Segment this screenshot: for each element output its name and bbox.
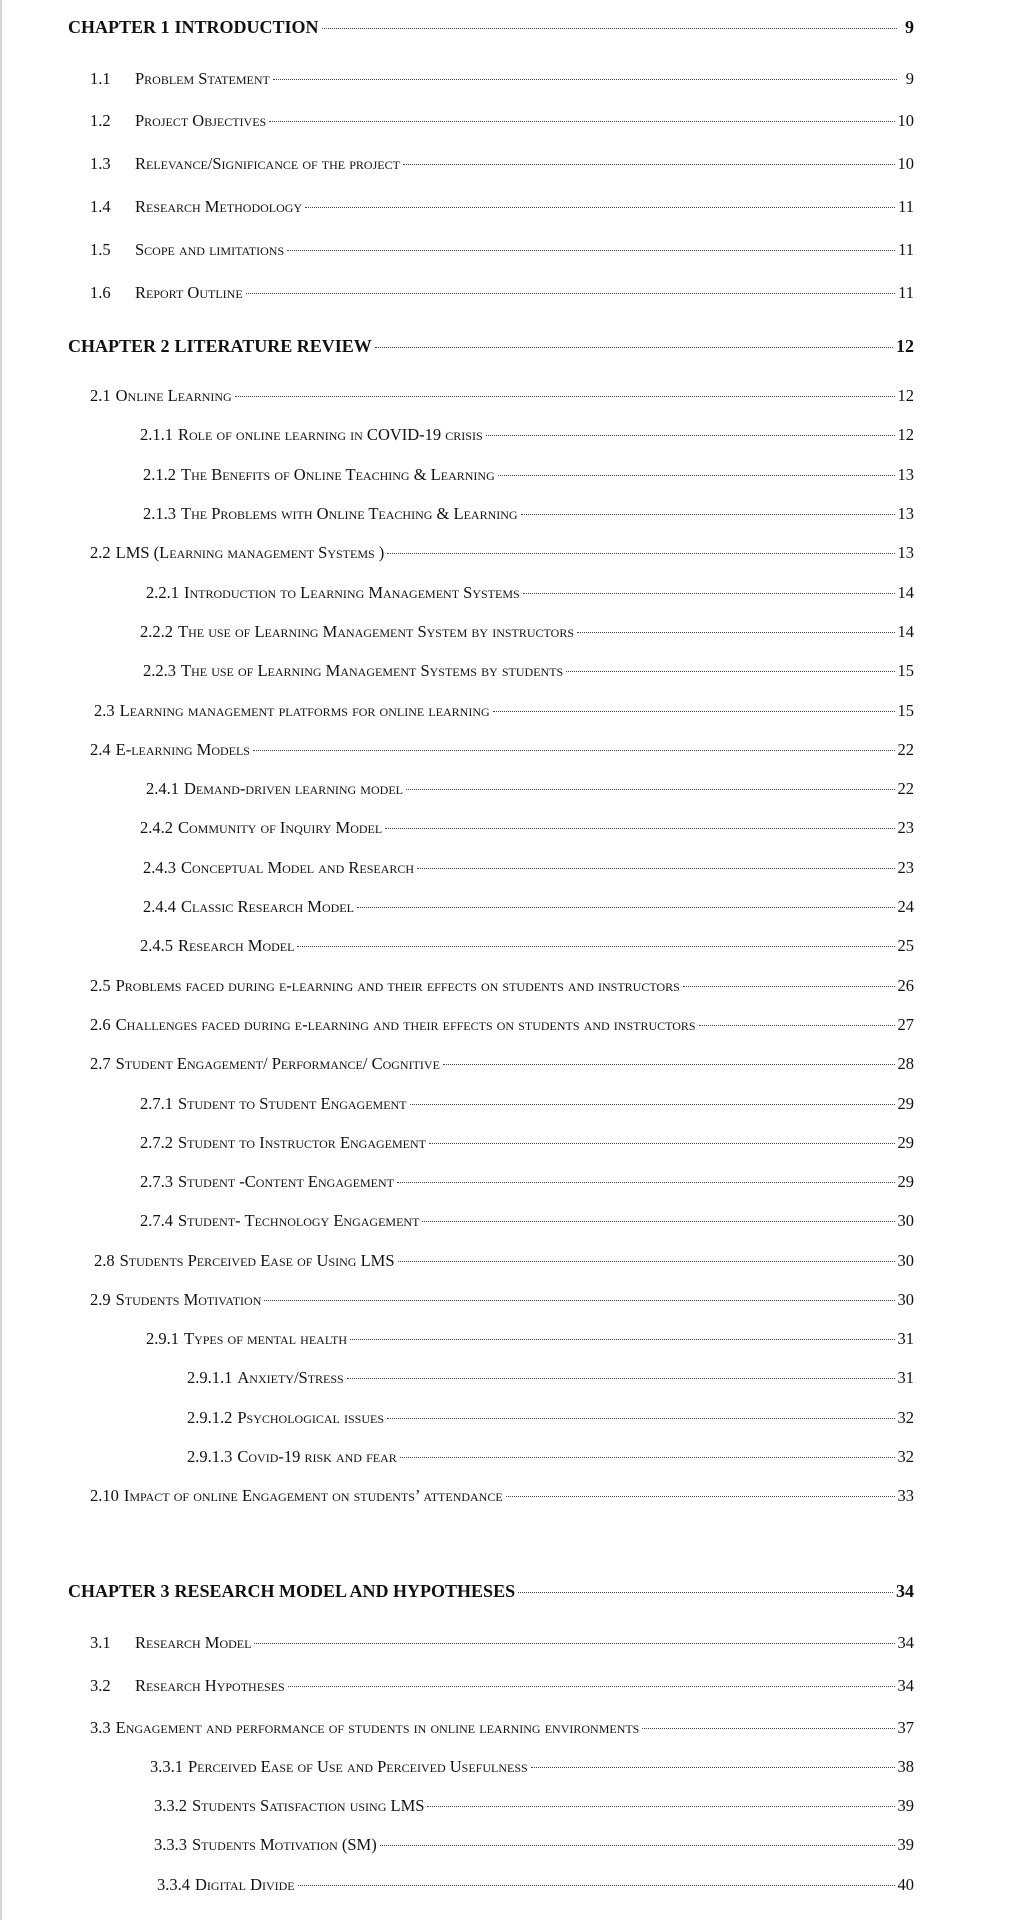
toc-entry-title: Relevance/Significance of the project: [135, 154, 400, 173]
toc-entry-title: Scope and limitations: [135, 240, 285, 259]
toc-entry-number: 2.2.3: [143, 661, 176, 680]
toc-page-number: 11: [898, 197, 914, 216]
toc-entry[interactable]: [154, 1832, 914, 1858]
toc-entry[interactable]: [90, 1673, 914, 1699]
toc-entry[interactable]: [157, 1872, 914, 1898]
toc-entry-title: Perceived Ease of Use and Perceived Usefulness: [188, 1757, 528, 1776]
dot-leader: [380, 1845, 895, 1846]
dot-leader: [375, 347, 893, 348]
dot-leader: [357, 907, 895, 908]
toc-page-number: 10: [897, 154, 914, 173]
toc-entry-number: 2.4.2: [140, 818, 173, 837]
dot-leader: [521, 514, 895, 515]
toc-entry[interactable]: [143, 894, 914, 920]
toc-entry-title: Role of online learning in COVID-19 crisis: [178, 425, 483, 444]
toc-entry[interactable]: [140, 933, 914, 959]
dot-leader: [577, 632, 894, 633]
toc-chapter-heading[interactable]: [68, 14, 914, 40]
dot-leader: [566, 671, 894, 672]
toc-entry[interactable]: [140, 619, 914, 645]
toc-entry-title: E-learning Models: [115, 740, 250, 759]
toc-entry-title: Students Motivation (SM): [192, 1835, 377, 1854]
toc-page-number: 34: [896, 1581, 914, 1601]
dot-leader: [493, 711, 895, 712]
dot-leader: [429, 1143, 894, 1144]
toc-page-number: 34: [897, 1633, 914, 1652]
toc-entry[interactable]: [90, 237, 914, 263]
toc-entry-number: 2.7.2: [140, 1133, 173, 1152]
dot-leader: [246, 293, 895, 294]
toc-entry-number: 2.2.2: [140, 622, 173, 641]
toc-entry-number: 2.2.1: [146, 583, 179, 602]
toc-entry[interactable]: [90, 194, 914, 220]
toc-entry-title: Psychological issues: [237, 1408, 385, 1427]
toc-entry-number: 2.1.2: [143, 465, 176, 484]
toc-chapter-heading[interactable]: [68, 333, 914, 359]
dot-leader: [531, 1767, 895, 1768]
dot-leader: [410, 1104, 895, 1105]
toc-entry-title: Students Motivation: [115, 1290, 262, 1309]
toc-entry-number: 2.4.5: [140, 936, 173, 955]
dot-leader: [518, 1592, 893, 1593]
toc-page-number: 25: [897, 936, 914, 955]
dot-leader: [305, 207, 895, 208]
toc-page-number: 12: [897, 425, 914, 444]
toc-entry-title: Engagement and performance of students in online learning environments: [115, 1718, 640, 1737]
toc-page-number: 32: [897, 1447, 914, 1466]
toc-page-number: 13: [897, 543, 914, 562]
toc-page-number: 29: [897, 1133, 914, 1152]
toc-entry-number: 2.2: [90, 543, 111, 562]
dot-leader: [397, 1182, 895, 1183]
toc-entry-number: 2.7.3: [140, 1172, 173, 1191]
dot-leader: [506, 1496, 895, 1497]
toc-entry-title: Students Satisfaction using LMS: [192, 1796, 425, 1815]
toc-entry[interactable]: [187, 1365, 914, 1391]
toc-entry-title: Introduction to Learning Management Systems: [184, 583, 520, 602]
toc-entry-number: 2.4.1: [146, 779, 179, 798]
toc-page-number: 23: [897, 818, 914, 837]
dot-leader: [347, 1378, 895, 1379]
toc-entry-number: 3.3.3: [154, 1835, 187, 1854]
toc-entry[interactable]: [146, 1326, 914, 1352]
toc-entry-title: Research Model: [135, 1633, 252, 1652]
toc-entry-number: 3.3.4: [157, 1875, 190, 1894]
toc-page-number: 38: [897, 1757, 914, 1776]
toc-entry[interactable]: [140, 1208, 914, 1234]
toc-page-number: 23: [897, 858, 914, 877]
dot-leader: [523, 593, 895, 594]
toc-page-number: 14: [897, 583, 914, 602]
toc-entry[interactable]: [90, 108, 914, 134]
toc-entry-number: 3.3.1: [150, 1757, 183, 1776]
toc-entry-title: Types of mental health: [184, 1329, 348, 1348]
toc-entry[interactable]: [146, 776, 914, 802]
toc-entry-title: INTRODUCTION: [174, 17, 319, 37]
toc-page-number: 13: [897, 465, 914, 484]
dot-leader: [297, 946, 894, 947]
toc-entry-number: 2.7.1: [140, 1094, 173, 1113]
toc-entry-number: 3.2: [90, 1676, 111, 1695]
toc-page-number: 15: [897, 701, 914, 720]
toc-entry-number: 1.4: [90, 197, 111, 216]
toc-entry[interactable]: [90, 66, 914, 92]
toc-entry[interactable]: [143, 462, 914, 488]
toc-page-number: 29: [897, 1094, 914, 1113]
toc-entry-number: 2.7: [90, 1054, 111, 1073]
dot-leader: [350, 1339, 894, 1340]
toc-entry-title: Project Objectives: [135, 111, 267, 130]
toc-entry-title: Research Hypotheses: [135, 1676, 285, 1695]
toc-page-number: 22: [897, 740, 914, 759]
toc-entry[interactable]: [143, 855, 914, 881]
toc-page-number: 9: [905, 17, 914, 37]
toc-entry[interactable]: [90, 1715, 914, 1741]
toc-page-number: 10: [897, 111, 914, 130]
dot-leader: [417, 868, 894, 869]
toc-entry-title: Anxiety/Stress: [237, 1368, 344, 1387]
toc-page-number: 30: [897, 1290, 914, 1309]
dot-leader: [400, 1457, 895, 1458]
toc-entry[interactable]: [143, 501, 914, 527]
dot-leader: [235, 396, 895, 397]
toc-entry-number: 2.7.4: [140, 1211, 173, 1230]
toc-entry[interactable]: [90, 540, 914, 566]
dot-leader: [642, 1728, 894, 1729]
toc-page-number: 39: [897, 1835, 914, 1854]
toc-entry-number: 1.3: [90, 154, 111, 173]
toc-entry-number: 3.3.2: [154, 1796, 187, 1815]
toc-entry-number: 3.3: [90, 1718, 111, 1737]
dot-leader: [264, 1300, 894, 1301]
toc-page-number: 32: [897, 1408, 914, 1427]
toc-entry-title: The use of Learning Management Systems by students: [181, 661, 564, 680]
dot-leader: [254, 1643, 894, 1644]
dot-leader: [699, 1025, 895, 1026]
toc-entry-title: Impact of online Engagement on students’ attendance: [123, 1486, 503, 1505]
toc-entry-number: 2.1.3: [143, 504, 176, 523]
toc-page-number: 12: [896, 336, 914, 356]
toc-entry-number: 1.6: [90, 283, 111, 302]
toc-page-number: 15: [897, 661, 914, 680]
toc-page-number: 22: [897, 779, 914, 798]
toc-page-number: 33: [897, 1486, 914, 1505]
toc-entry[interactable]: [140, 1130, 914, 1156]
toc-page-number: 9: [905, 69, 914, 88]
toc-entry-title: Research Model: [178, 936, 295, 955]
toc-entry-title: Conceptual Model and Research: [181, 858, 415, 877]
toc-entry[interactable]: [140, 422, 914, 448]
dot-leader: [269, 121, 894, 122]
dot-leader: [298, 1885, 895, 1886]
toc-page-number: 40: [897, 1875, 914, 1894]
toc-entry-title: Student to Instructor Engagement: [178, 1133, 427, 1152]
toc-entry-title: Student Engagement/ Performance/ Cognitive: [115, 1054, 440, 1073]
toc-entry[interactable]: [90, 383, 914, 409]
toc-page-number: 34: [897, 1676, 914, 1695]
toc-entry-title: Challenges faced during e-learning and their effects on students and instructors: [115, 1015, 696, 1034]
toc-entry[interactable]: [143, 658, 914, 684]
toc-page-number: 31: [897, 1329, 914, 1348]
toc-page-number: 29: [897, 1172, 914, 1191]
toc-entry-title: The Problems with Online Teaching & Learning: [181, 504, 518, 523]
toc-entry-number: 1.5: [90, 240, 111, 259]
toc-entry-title: Learning management platforms for online learning: [119, 701, 490, 720]
toc-entry-number: 1.2: [90, 111, 111, 130]
toc-entry-number: 3.1: [90, 1633, 111, 1652]
toc-page-number: 37: [897, 1718, 914, 1737]
toc-page-number: 24: [897, 897, 914, 916]
toc-page-number: 12: [897, 386, 914, 405]
toc-page-number: 11: [898, 283, 914, 302]
toc-entry-number: 2.4: [90, 740, 111, 759]
toc-entry-title: Students Perceived Ease of Using LMS: [119, 1251, 395, 1270]
toc-entry-number: 2.3: [94, 701, 115, 720]
toc-entry-number: 2.9.1.2: [187, 1408, 233, 1427]
toc-entry-title: Problems faced during e-learning and their effects on students and instructors: [115, 976, 680, 995]
toc-entry[interactable]: [140, 1091, 914, 1117]
toc-page-number: 39: [897, 1796, 914, 1815]
toc-entry-number: 1.1: [90, 69, 111, 88]
toc-entry-number: 2.4.3: [143, 858, 176, 877]
toc-entry-title: The use of Learning Management System by instructors: [178, 622, 575, 641]
dot-leader: [287, 250, 895, 251]
toc-entry[interactable]: [90, 1051, 914, 1077]
toc-page-number: 27: [897, 1015, 914, 1034]
toc-entry-title: Demand-driven learning model: [184, 779, 403, 798]
dot-leader: [486, 435, 895, 436]
toc-entry-number: 2.1: [90, 386, 111, 405]
toc-entry-number: CHAPTER 3: [68, 1581, 170, 1601]
toc-entry[interactable]: [90, 973, 914, 999]
toc-entry-number: CHAPTER 1: [68, 17, 170, 37]
toc-entry-number: 2.1.1: [140, 425, 173, 444]
toc-entry[interactable]: [187, 1444, 914, 1470]
toc-entry[interactable]: [90, 280, 914, 306]
toc-entry-title: Classic Research Model: [181, 897, 354, 916]
dot-leader: [403, 164, 895, 165]
toc-entry-title: Community of Inquiry Model: [178, 818, 383, 837]
toc-entry-number: 2.9: [90, 1290, 111, 1309]
toc-entry-title: The Benefits of Online Teaching & Learning: [181, 465, 495, 484]
toc-entry[interactable]: [90, 1483, 914, 1509]
toc-page-number: 26: [897, 976, 914, 995]
dot-leader: [406, 789, 895, 790]
toc-entry[interactable]: [146, 580, 914, 606]
toc-page-number: 11: [898, 240, 914, 259]
dot-leader: [498, 475, 895, 476]
toc-page-number: 13: [897, 504, 914, 523]
toc-page-number: 28: [897, 1054, 914, 1073]
toc-entry-number: 2.6: [90, 1015, 111, 1034]
toc-page-number: 14: [897, 622, 914, 641]
toc-entry[interactable]: [150, 1754, 914, 1780]
toc-entry[interactable]: [140, 1169, 914, 1195]
toc-page-number: 30: [897, 1251, 914, 1270]
toc-entry[interactable]: [90, 1630, 914, 1656]
toc-entry[interactable]: [90, 737, 914, 763]
dot-leader: [398, 1261, 895, 1262]
toc-entry[interactable]: [94, 1248, 914, 1274]
toc-entry-number: 2.9.1.1: [187, 1368, 233, 1387]
toc-entry-title: LITERATURE REVIEW: [174, 336, 372, 356]
toc-entry-title: Student- Technology Engagement: [178, 1211, 420, 1230]
dot-leader: [387, 553, 894, 554]
toc-entry-number: 2.10: [90, 1486, 119, 1505]
dot-leader: [253, 750, 895, 751]
toc-entry-title: Research Methodology: [135, 197, 303, 216]
toc-entry-title: Online Learning: [115, 386, 232, 405]
toc-page-number: 31: [897, 1368, 914, 1387]
toc-entry[interactable]: [154, 1793, 914, 1819]
toc-entry-title: LMS (Learning management Systems ): [115, 543, 385, 562]
dot-leader: [422, 1221, 894, 1222]
dot-leader: [443, 1064, 895, 1065]
toc-entry[interactable]: [90, 151, 914, 177]
toc-entry[interactable]: [187, 1405, 914, 1431]
toc-entry-title: Report Outline: [135, 283, 243, 302]
toc-entry-number: 2.5: [90, 976, 111, 995]
dot-leader: [288, 1686, 895, 1687]
toc-entry[interactable]: [94, 698, 914, 724]
toc-entry-title: Digital Divide: [195, 1875, 295, 1894]
toc-entry-title: Student -Content Engagement: [178, 1172, 394, 1191]
toc-entry-number: 2.9.1: [146, 1329, 179, 1348]
dot-leader: [427, 1806, 894, 1807]
toc-entry[interactable]: [90, 1012, 914, 1038]
toc-entry-number: 2.4.4: [143, 897, 176, 916]
toc-entry-title: Covid-19 risk and fear: [237, 1447, 397, 1466]
dot-leader: [273, 79, 897, 80]
dot-leader: [385, 828, 894, 829]
toc-page-number: 30: [897, 1211, 914, 1230]
toc-entry[interactable]: [140, 815, 914, 841]
dot-leader: [683, 986, 895, 987]
dot-leader: [387, 1418, 894, 1419]
toc-entry-number: 2.8: [94, 1251, 115, 1270]
toc-entry[interactable]: [90, 1287, 914, 1313]
toc-entry-title: Problem Statement: [135, 69, 270, 88]
toc-entry-title: RESEARCH MODEL AND HYPOTHESES: [174, 1581, 516, 1601]
toc-entry-number: 2.9.1.3: [187, 1447, 233, 1466]
toc-chapter-heading[interactable]: [68, 1578, 914, 1604]
toc-entry-number: CHAPTER 2: [68, 336, 170, 356]
toc-entry-title: Student to Student Engagement: [178, 1094, 407, 1113]
dot-leader: [322, 28, 897, 29]
